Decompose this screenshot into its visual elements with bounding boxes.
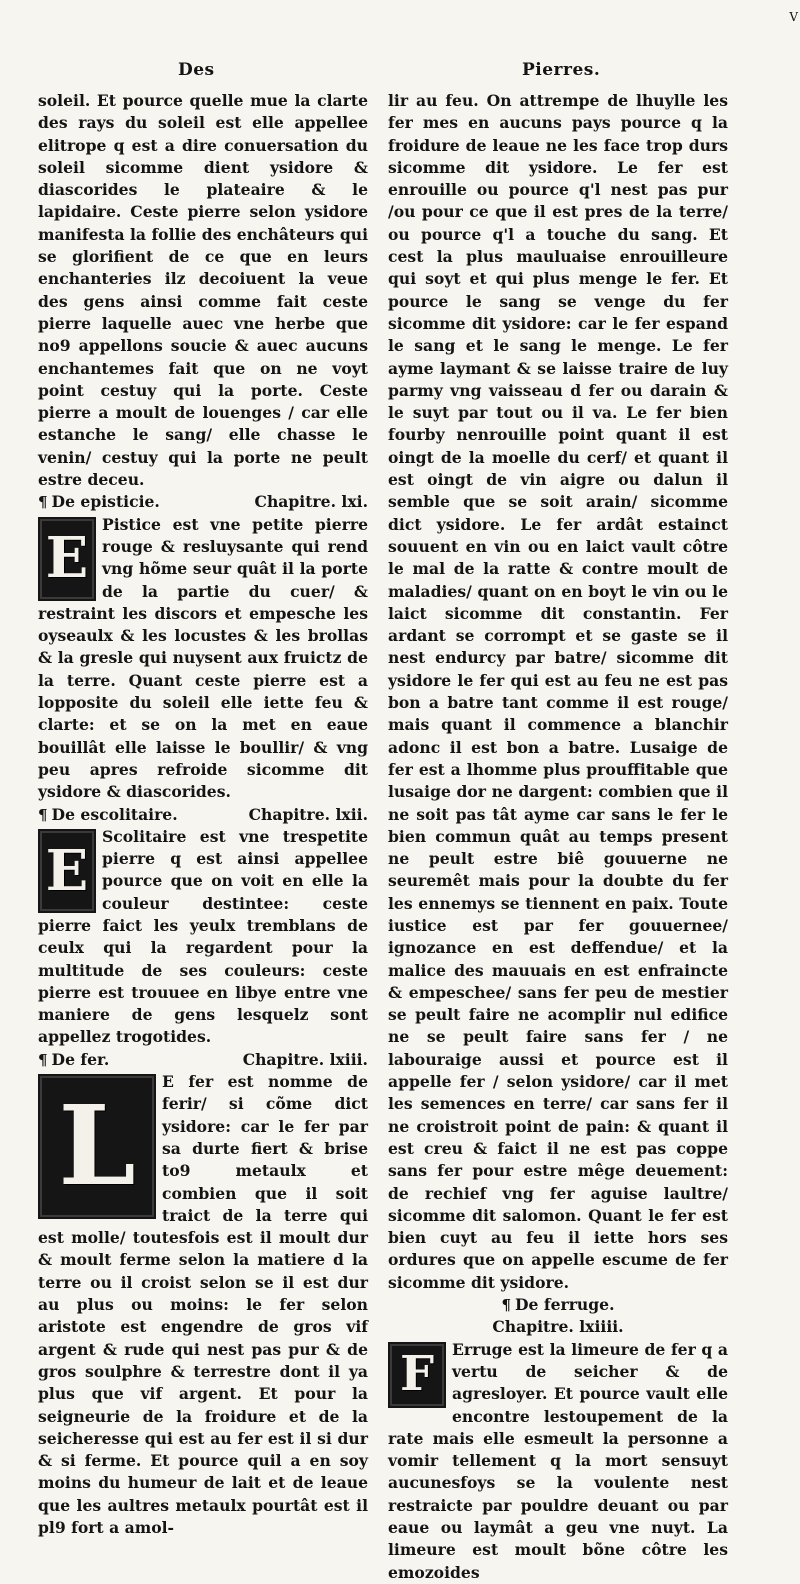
paragraph-escolitaire: Scolitaire est vne trespetite pierre q est ainsi appellee pource que on voit en elle la couleur destintee: ceste pierre faict les yeulx tremblans de ceulx qui la regardent pour la multitude de ses couleurs: ceste pierre est trouuee en libye entre vne maniere de gens lesquelz sont appellez trogotides.	[38, 826, 368, 1047]
running-head-left: Des	[178, 60, 215, 80]
decorated-initial-large: L	[38, 1074, 156, 1219]
decorated-initial: F	[388, 1342, 446, 1408]
chapter-number: Chapitre. lxi.	[254, 492, 368, 512]
pilcrow-icon: ¶	[38, 805, 48, 824]
running-head-right: Pierres.	[522, 60, 601, 80]
page-corner-mark: V	[789, 10, 798, 24]
paragraph-fer-continued: lir au feu. On attrempe de lhuylle les fer mes en aucuns pays pource q la froidure de leaue ne les face trop durs sicomme dit ysidore. Le fer est enrouille ou pource q'l nest pas pur /ou pour ce que il est pres de la terre/ ou pource q'l a touche du sang. Et cest la plus mauluaise enrouilleure qui soyt et qui plus menge le fer. Et pource le sang se venge du fer sicomme dit ysidore: car le fer espand le sang et le sang le menge. Le fer ayme laymant & se laisse traire de luy parmy vng vaisseau d fer ou darain & le suyt par tout ou il va. Le fer bien fourby nenrouille point quant il est oingt de la moelle du cerf/ et quant il est oingt de vin aigre ou dalun il semble que se soit arain/ sicomme dict ysidore. Le fer ardât estainct souuent en vin ou en laict vault côtre le mal de la ratte & contre moult de maladies/ quant on en boyt le vin ou le laict sicomme dit constantin. Fer ardant se corrompt et se gaste se il nest endurcy par batre/ sicomme dit ysidore le fer qui est au feu ne est pas bon a batre tant comme il est rouge/ mais quant il commence a blanchir adonc il est bon a batre. Lusaige de fer est a lhomme plus prouffitable que lusaige dor ne dargent: combien que il ne soit pas tât ayme car sans le fer le bien commun quât au temps present ne peult estre biê gouuerne ne seuremêt mais pour la doubte du fer les ennemys se tiennent en paix. Toute iustice est par fer gouuernee/ ignozance en est deffendue/ et la malice des mauuais en est enfraincte & empeschee/ sans fer peu de mestier se peult faire ne acomplir nul edifice ne se peult faire sans fer / ne labouraige aussi et pource est il appelle fer / selon ysidore/ car il met les semences en terre/ car sans fer il ne croistroit point de pain: & quant il est creu & faict il ne est pas coppe sans fer pour estre mêge deuement: de rechief vng fer aguise laultre/ sicomme dit salomon. Quant le fer est bien cuyt au feu il iette hors ses ordures que on appelle escume de fer sicomme dit ysidore.	[388, 91, 728, 1292]
right-column	[388, 90, 728, 1584]
section-heading-fer	[38, 1049, 368, 1071]
paragraph-episticie: Pistice est vne petite pierre rouge & resluysante qui rend vng hõme seur quât il la porte de la partie du cuer/ & restraint les discors et empesche les oyseaulx & les locustes & les brollas & la gresle qui nuysent aux fruictz de la terre. Quant ceste pierre est a lopposite du soleil elle iette feu & clarte: et se on la met en eaue bouillât elle laisse le boullir/ & vng peu apres refroide sicomme dit ysidore & diascorides.	[38, 514, 368, 802]
section-title: ¶ De episticie.	[38, 492, 160, 512]
paragraph-fer: E fer est nomme de ferir/ si cõme dict ysidore: car le fer par sa durte fiert & brise to9 metaulx et combien que il soit traict de la terre qui est molle/ toutesfois est il moult dur & moult ferme selon la matiere d la terre ou il croist selon se il est dur au plus ou moins: le fer selon aristote est engendre de gros vif argent & rude qui nest pas pur & de gros soulphre & terrestre dont il ya plus que vif argent. Et pour la seigneurie de la froidure et de la seicheresse qui est au fer est il si dur & si ferme. Et pource quil a en soy moins du humeur de lait et de leaue que les aultres metaulx pourtât est il pl9 fort a amol-	[38, 1072, 368, 1537]
paragraph-ferruge: Erruge est la limeure de fer q a vertu de seicher & de agresloyer. Et pource vault elle encontre lestoupement de la rate mais elle esmeult la personne a vomir tellement q la mort sensuyt aucunesfoys se la voulente nest restraicte par pouldre deuant ou par eaue ou laymât a geu vne nuyt. La limeure est moult bõne côtre les emozoides	[388, 1339, 728, 1582]
paragraph-heliotrope-end: soleil. Et pource quelle mue la clarte des rays du soleil est elle appellee elitrope q est a dire conuersation du soleil sicomme dient ysidore & diascorides le plateaire & le lapidaire. Ceste pierre selon ysidore manifesta la follie des enchâteurs qui se glorifient de ce que en leurs enchanteries ilz decoiuent la veue des gens ainsi comme fait ceste pierre laquelle auec vne herbe que no9 appellons soucie & auec aucuns enchantemes fait que on ne voyt point cestuy qui la porte. Ceste pierre a moult de louenges / car elle estanche le sang/ elle chasse le venin/ cestuy qui la porte ne peult estre deceu.	[38, 91, 368, 490]
section-title: ¶ De escolitaire.	[38, 804, 178, 824]
pilcrow-icon: ¶	[501, 1296, 511, 1315]
pilcrow-icon: ¶	[38, 1050, 48, 1069]
left-column	[38, 90, 368, 1539]
decorated-initial: E	[38, 829, 96, 913]
section-title: ¶ De fer.	[38, 1049, 110, 1069]
section-heading-episticie	[38, 491, 368, 513]
section-title: ¶ De ferruge.	[501, 1295, 615, 1315]
section-heading-ferruge	[388, 1294, 728, 1316]
pilcrow-icon: ¶	[38, 493, 48, 512]
section-heading-escolitaire	[38, 804, 368, 826]
chapter-number: Chapitre. lxiii.	[242, 1049, 368, 1069]
chapter-number: Chapitre. lxiiii.	[492, 1317, 624, 1337]
decorated-initial: E	[38, 517, 96, 601]
chapter-number: Chapitre. lxii.	[248, 804, 368, 824]
section-chapter-line	[388, 1316, 728, 1338]
